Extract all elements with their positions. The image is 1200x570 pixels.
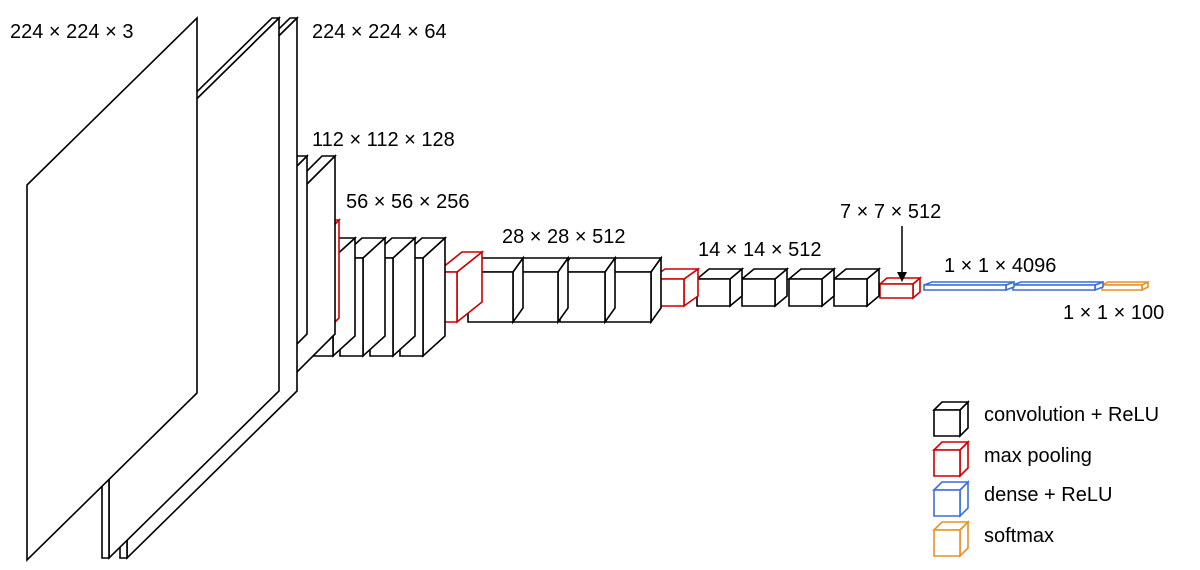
legend-item-pool bbox=[934, 442, 1092, 476]
legend bbox=[934, 402, 1159, 556]
legend-item-conv bbox=[934, 402, 1159, 436]
legend-item-softmax bbox=[934, 522, 1054, 556]
legend-label-pool: max pooling bbox=[984, 445, 1092, 467]
layer-conv-17 bbox=[789, 269, 834, 306]
label-dense-dims: 1 × 1 × 4096 bbox=[944, 255, 1057, 277]
label-stage6-dims: 7 × 7 × 512 bbox=[840, 201, 942, 223]
legend-label-conv: convolution + ReLU bbox=[984, 404, 1160, 426]
legend-cube-pool bbox=[934, 442, 968, 476]
layer-conv-16 bbox=[742, 269, 787, 306]
layer-blocks bbox=[27, 18, 1148, 560]
legend-item-dense bbox=[934, 482, 1112, 516]
layer-conv-15 bbox=[697, 269, 742, 306]
label-stage5-dims: 14 × 14 × 512 bbox=[698, 239, 822, 261]
label-stage4-dims: 28 × 28 × 512 bbox=[502, 226, 626, 248]
label-stage3-dims: 56 × 56 × 256 bbox=[346, 191, 470, 213]
label-stage1-dims: 224 × 224 × 64 bbox=[312, 21, 447, 43]
label-input-dims: 224 × 224 × 3 bbox=[10, 21, 134, 43]
label-output-dims: 1 × 1 × 100 bbox=[1063, 302, 1165, 324]
legend-label-dense: dense + ReLU bbox=[984, 484, 1113, 506]
legend-label-softmax: softmax bbox=[984, 525, 1055, 547]
layer-conv-extra-2 bbox=[834, 269, 879, 306]
layer-pool-18 bbox=[880, 278, 920, 298]
pointer-arrow bbox=[897, 226, 907, 282]
legend-swatch-dense bbox=[934, 482, 968, 516]
legend-swatch-conv bbox=[934, 402, 968, 436]
layer-dense-19 bbox=[924, 282, 1014, 290]
legend-swatch-softmax bbox=[934, 522, 968, 556]
layer-dense-20 bbox=[1013, 282, 1103, 290]
legend-cube-conv bbox=[934, 402, 968, 436]
layer-softmax-21 bbox=[1102, 282, 1148, 290]
legend-cube-softmax bbox=[934, 522, 968, 556]
legend-swatch-pool bbox=[934, 442, 968, 476]
legend-cube-dense bbox=[934, 482, 968, 516]
label-stage2-dims: 112 × 112 × 128 bbox=[312, 129, 455, 151]
